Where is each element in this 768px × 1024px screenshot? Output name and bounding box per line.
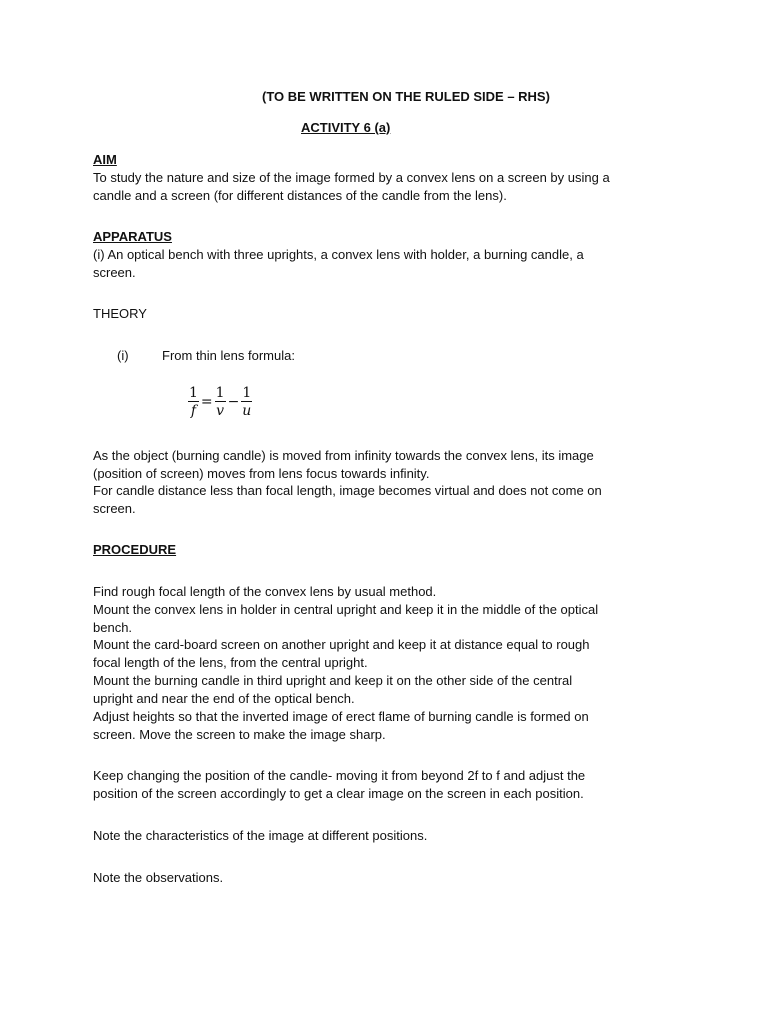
procedure-line: bench. [93,620,133,635]
procedure-line: screen. Move the screen to make the image sharp. [93,727,386,742]
formula-denominator: f [190,403,197,419]
aim-line: To study the nature and size of the image formed by a convex lens on a screen by using a [93,170,610,185]
formula-numerator: 1 [242,385,252,401]
procedure-line: Find rough focal length of the convex lens by usual method. [93,584,437,599]
procedure-paragraph-line: position of the screen accordingly to get a clear image on the screen in each position. [93,786,584,801]
theory-heading: THEORY [93,306,147,321]
apparatus-line: screen. [93,265,136,280]
theory-item-text: From thin lens formula: [162,348,295,363]
procedure-line: Mount the burning candle in third upright and keep it on the other side of the central [93,673,573,688]
formula-fraction [188,386,199,418]
theory-line: screen. [93,501,136,516]
theory-line: (position of screen) moves from lens focus towards infinity. [93,466,430,481]
procedure-paragraph-line: Keep changing the position of the candle- moving it from beyond 2f to f and adjust the [93,768,586,783]
apparatus-line: (i) An optical bench with three uprights, a convex lens with holder, a burning candle, a [93,247,584,262]
apparatus-heading: APPARATUS [93,229,172,244]
procedure-heading: PROCEDURE [93,542,177,557]
procedure-line: focal length of the lens, from the central upright. [93,655,368,670]
procedure-note: Note the observations. [93,870,224,885]
activity-title: ACTIVITY 6 (a) [301,120,391,135]
theory-item-number: (i) [117,348,129,363]
formula-equals: = [200,394,213,410]
formula-numerator: 1 [215,385,225,401]
formula-fraction [215,386,226,418]
aim-heading: AIM [93,152,117,167]
formula-fraction [241,386,252,418]
procedure-line: Adjust heights so that the inverted image of erect flame of burning candle is formed on [93,709,589,724]
theory-line: For candle distance less than focal length, image becomes virtual and does not come on [93,483,602,498]
procedure-line: Mount the card-board screen on another upright and keep it at distance equal to rough [93,637,590,652]
theory-line: As the object (burning candle) is moved from infinity towards the convex lens, its image [93,448,594,463]
formula-denominator: u [242,403,252,419]
ruled-side-note: (TO BE WRITTEN ON THE RULED SIDE – RHS) [262,89,550,104]
procedure-line: Mount the convex lens in holder in central upright and keep it in the middle of the optical [93,602,599,617]
formula-numerator: 1 [189,385,198,401]
formula-denominator: v [216,403,225,419]
procedure-line: upright and near the end of the optical bench. [93,691,355,706]
procedure-note: Note the characteristics of the image at different positions. [93,828,428,843]
formula-minus: − [227,394,240,410]
thin-lens-formula [187,386,253,418]
aim-line: candle and a screen (for different distances of the candle from the lens). [93,188,507,203]
